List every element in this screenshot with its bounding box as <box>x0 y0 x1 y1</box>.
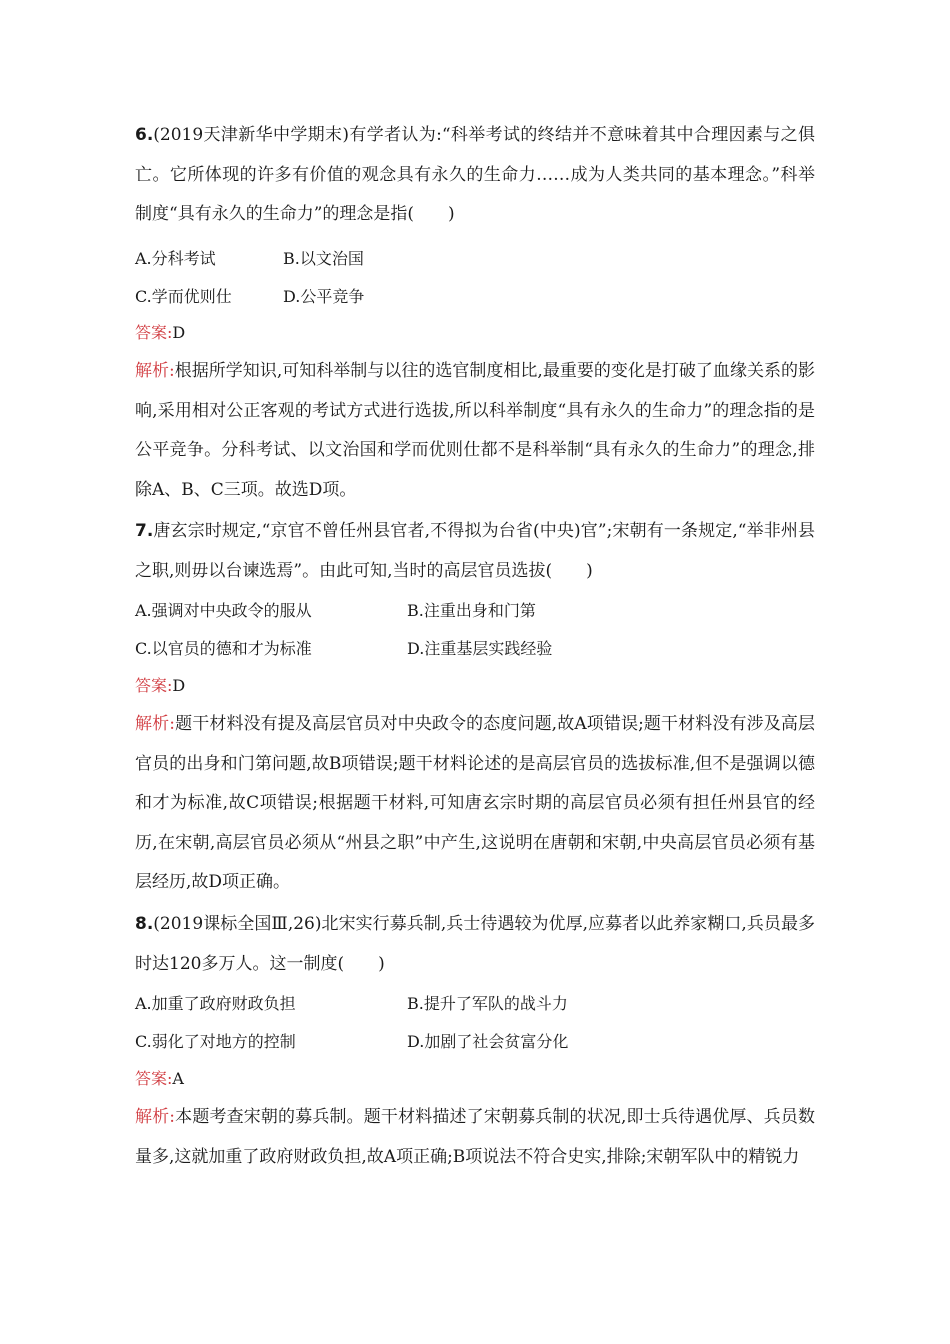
option-d: D.注重基层实践经验 <box>407 638 553 658</box>
answer-value: A <box>172 1069 184 1088</box>
explanation-text: 根据所学知识,可知科举制与以往的选官制度相比,最重要的变化是打破了血缘关系的影响,采用相对公正客观的考试方式进行选拔,所以科举制度“具有永久的生命力”的理念指的是公平竞争。分科考试、以文治国和学而优则仕都不是科举制“具有永久的生命力”的理念,排除A、B、C三项。故选D项。 <box>135 361 815 500</box>
option-a: A.强调对中央政令的服从 <box>135 601 312 620</box>
question-number: 8. <box>135 914 154 934</box>
question-text: (2019天津新华中学期末)有学者认为:“科举考试的终结并不意味着其中合理因素与之俱亡。它所体现的许多有价值的观念具有永久的生命力……成为人类共同的基本理念。”科举制度“具有永久的生命力”的理念是指( ) <box>135 125 815 224</box>
answer-label: 答案: <box>135 323 173 342</box>
option-a: A.分科考试 <box>135 249 216 268</box>
option-b: B.注重出身和门第 <box>407 601 536 620</box>
explanation-label: 解析: <box>135 1107 176 1127</box>
option-a: A.加重了政府财政负担 <box>135 994 296 1013</box>
answer-value: D <box>172 323 186 342</box>
question-6-explanation <box>135 352 815 510</box>
question-7-explanation <box>135 705 815 903</box>
answer-label: 答案: <box>135 1069 173 1088</box>
option-b: B.以文治国 <box>283 249 364 268</box>
question-7-options <box>135 592 815 667</box>
option-c: C.弱化了对地方的控制 <box>135 1031 296 1051</box>
explanation-label: 解析: <box>135 361 175 381</box>
option-b: B.提升了军队的战斗力 <box>407 994 568 1013</box>
explanation-label: 解析: <box>135 714 175 734</box>
explanation-text: 本题考查宋朝的募兵制。题干材料描述了宋朝募兵制的状况,即士兵待遇优厚、兵员数量多,这就加重了政府财政负担,故A项正确;B项说法不符合史实,排除;宋朝军队中的精锐力 <box>135 1107 815 1167</box>
option-d: D.加剧了社会贫富分化 <box>407 1031 569 1051</box>
option-d: D.公平竞争 <box>283 286 365 306</box>
question-8-stem <box>135 905 815 984</box>
answer-value: D <box>172 676 186 695</box>
option-c: C.以官员的德和才为标准 <box>135 638 312 658</box>
explanation-text: 题干材料没有提及高层官员对中央政令的态度问题,故A项错误;题干材料没有涉及高层官员的出身和门第问题,故B项错误;题干材料论述的是高层官员的选拔标准,但不是强调以德和才为标准,故C项错误;根据题干材料,可知唐玄宗时期的高层官员必须有担任州县官的经历,在宋朝,高层官员必须从“州县之职”中产生,这说明在唐朝和宋朝,中央高层官员必须有基层经历,故D项正确。 <box>135 714 815 892</box>
question-8-options <box>135 985 815 1060</box>
question-7-stem <box>135 512 815 591</box>
question-7-answer <box>135 666 815 706</box>
question-number: 7. <box>135 521 154 541</box>
question-6-options <box>135 240 815 315</box>
question-text: 唐玄宗时规定,“京官不曾任州县官者,不得拟为台省(中央)官”;宋朝有一条规定,“举非州县之职,则毋以台谏选焉”。由此可知,当时的高层官员选拔( ) <box>135 521 815 581</box>
question-text: (2019课标全国Ⅲ,26)北宋实行募兵制,兵士待遇较为优厚,应募者以此养家糊口,兵员最多时达120多万人。这一制度( ) <box>135 914 815 974</box>
question-6-stem <box>135 116 815 235</box>
question-8-answer <box>135 1059 815 1099</box>
question-number: 6. <box>135 125 154 145</box>
question-8-explanation <box>135 1098 815 1177</box>
answer-label: 答案: <box>135 676 173 695</box>
option-c: C.学而优则仕 <box>135 286 232 306</box>
question-6-answer <box>135 313 815 353</box>
